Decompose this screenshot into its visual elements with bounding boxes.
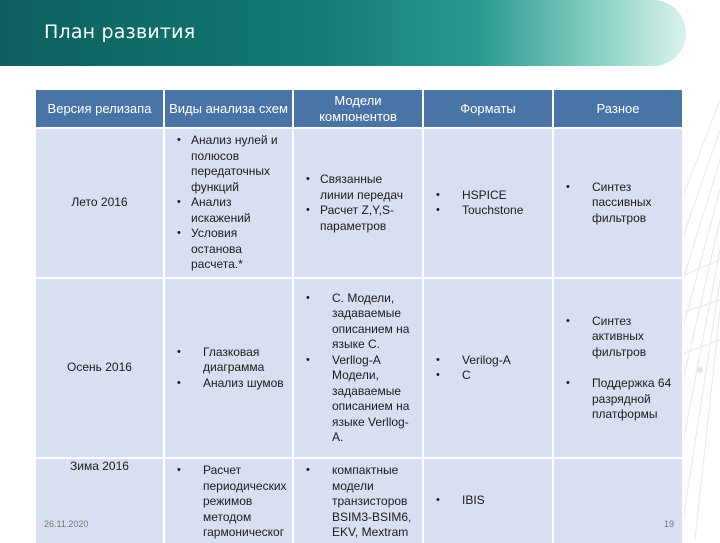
release-cell: Осень 2016 (36, 277, 165, 457)
list-item: • C (434, 368, 544, 384)
analysis-cell (165, 127, 294, 277)
column-header-models: Модели компонентов (294, 90, 424, 127)
formats-cell (424, 127, 554, 277)
formats-cell (424, 277, 554, 457)
list-item: • Поддержка 64 разрядной платформы (564, 376, 674, 423)
release-cell (36, 457, 165, 543)
table-row (36, 127, 684, 277)
slide-header (0, 0, 720, 66)
misc-cell (554, 457, 684, 543)
misc-cell (554, 127, 684, 277)
list-item: • Расчет Z,Y,S-параметров (304, 203, 414, 234)
table-row (36, 277, 684, 457)
column-header-analysis: Виды анализа схем (165, 90, 294, 127)
list-item: • Синтез активных фильтров (564, 314, 674, 361)
list-item: • IBIS (434, 493, 544, 509)
list-item: • Расчет периодических режимов методом гармоническог (175, 463, 284, 541)
list-item: • Verilog-A (434, 353, 544, 369)
column-header-release: Версия релизапа (36, 90, 165, 127)
table-header-row (36, 90, 684, 127)
list-item: • компактные модели транзисторов BSIM3-BSIM6, EKV, Mextram (304, 463, 414, 541)
analysis-cell (165, 277, 294, 457)
column-header-formats: Форматы (424, 90, 554, 127)
footer-date: 26.11.2020 (44, 519, 89, 529)
page-number: 19 (664, 519, 675, 529)
list-item: • Анализ шумов (175, 376, 284, 392)
table-row (36, 457, 684, 543)
models-cell (294, 277, 424, 457)
roadmap-table (36, 90, 684, 543)
list-item: • Анализ нулей и полюсов передаточных функций (175, 133, 284, 195)
list-item: • С. Модели, задаваемые описанием на языке С. (304, 291, 414, 353)
models-cell (294, 127, 424, 277)
list-item: • Синтез пассивных фильтров (564, 180, 674, 227)
list-item: • Условия останова расчета.* (175, 226, 284, 273)
misc-cell (554, 277, 684, 457)
release-label: Зима 2016 (70, 459, 129, 473)
list-item: • Глазковая диаграмма (175, 345, 284, 376)
list-item: • Связанные линии передач (304, 172, 414, 203)
slide-title: План развития (44, 21, 196, 43)
release-cell: Лето 2016 (36, 127, 165, 277)
list-item: • Анализ искажений (175, 195, 284, 226)
analysis-cell (165, 457, 294, 543)
list-item: • HSPICE (434, 188, 544, 204)
list-item: • Verllog-A Модели, задаваемые описанием на языке Verllog-A. (304, 353, 414, 446)
formats-cell (424, 457, 554, 543)
list-item: • Touchstone (434, 203, 544, 219)
column-header-misc: Разное (554, 90, 684, 127)
models-cell (294, 457, 424, 543)
